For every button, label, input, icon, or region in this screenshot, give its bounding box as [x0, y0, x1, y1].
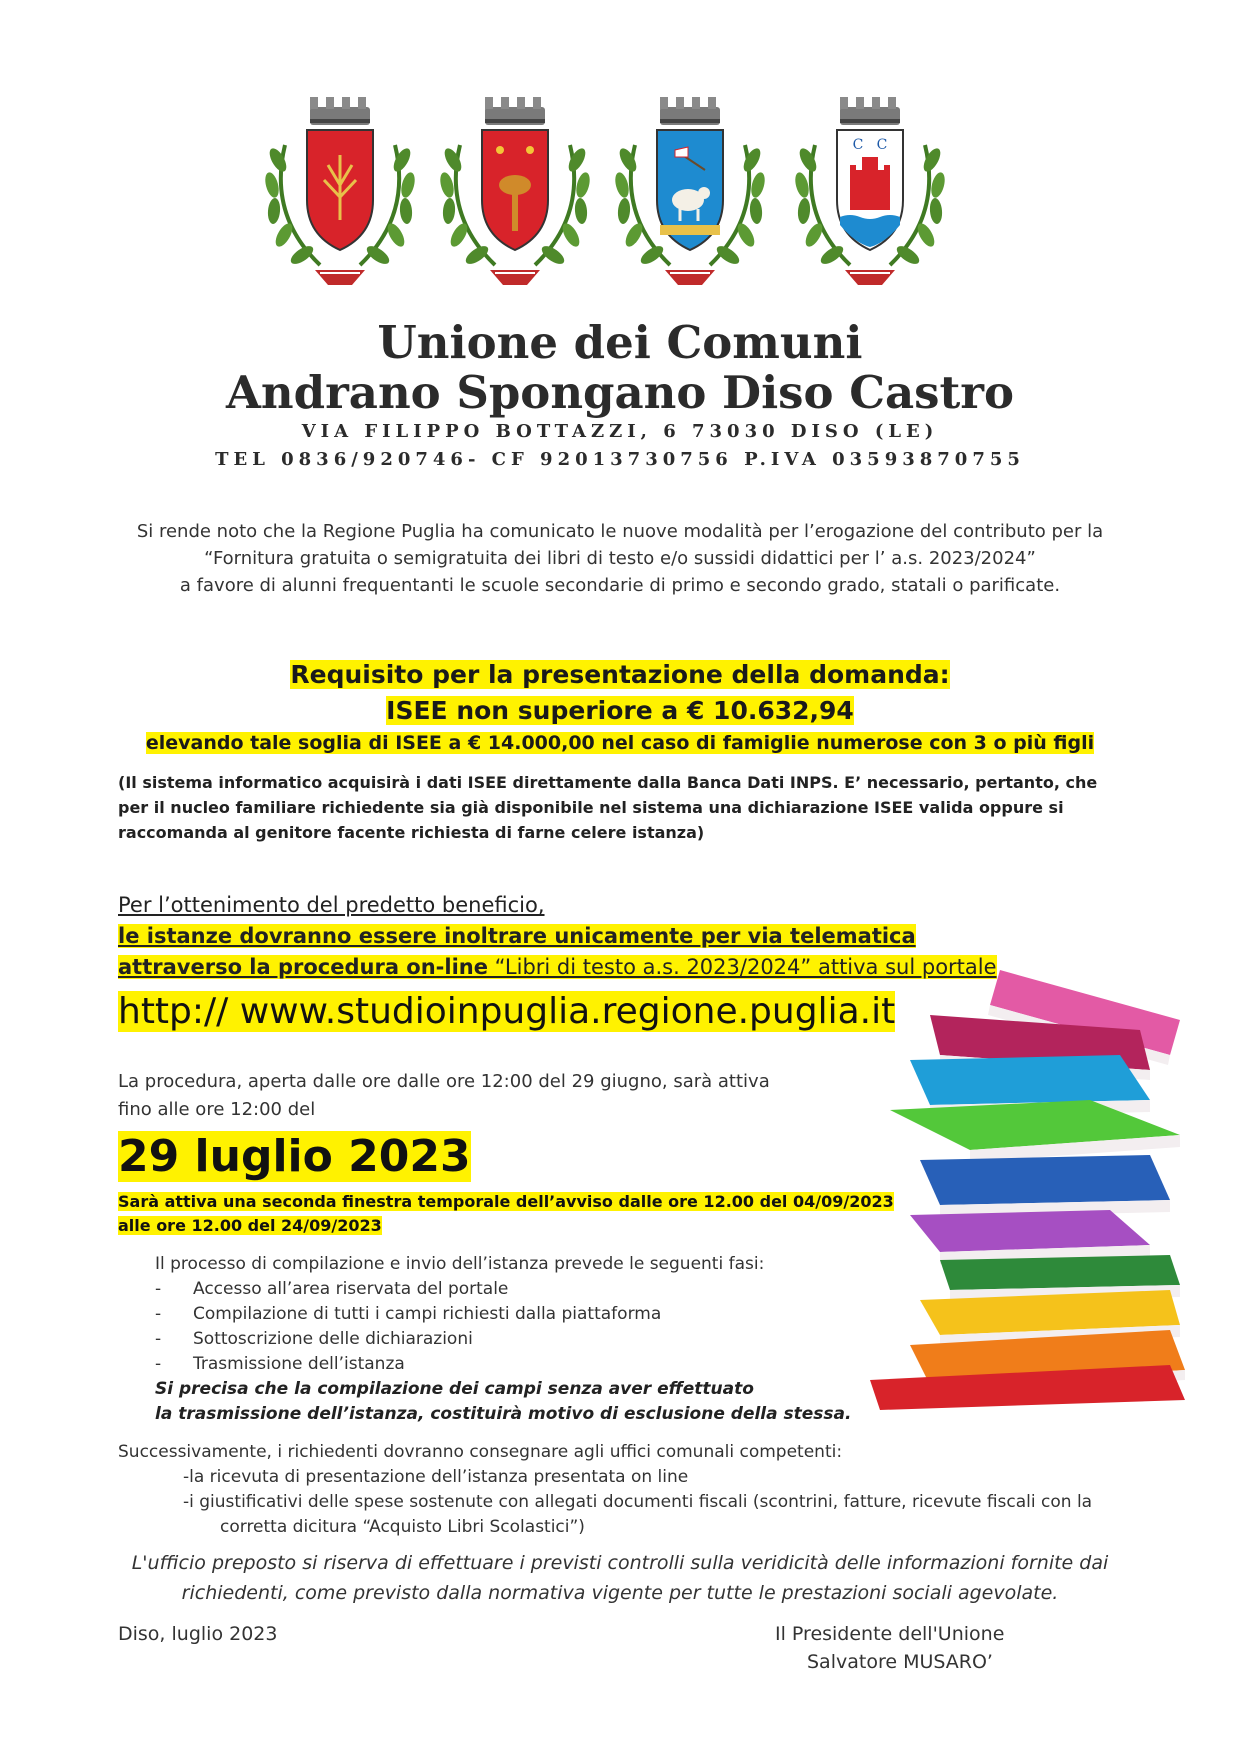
crest-letter-right: C [876, 137, 888, 153]
list-item-continuation: corretta dicitura “Acquisto Libri Scolastici”) [220, 1517, 585, 1537]
requirement-note: (Il sistema informatico acquisirà i dati ISEE direttamente dalla Banca Dati INPS. E’ necessario, pertanto, che per il nucleo familiare richiedente sia già disponibile nel sistema una dichiarazione ISEE valida oppure si raccomanda al genitore facente richiesta di farne celere istanza) [118, 773, 1098, 842]
online-line1: Per l’ottenimento del predetto beneficio, [118, 893, 545, 917]
disclaimer-line: L'ufficio preposto si riserva di effettuare i previsti controlli sulla veridicità delle informazioni fornite dai [131, 1552, 1109, 1574]
delivery-requirements [118, 1440, 1128, 1540]
bullet: - [155, 1329, 162, 1349]
place-date: Diso, luglio 2023 [118, 1623, 278, 1645]
book [920, 1155, 1170, 1217]
union-tel-cf-piva: TEL 0836/920746- CF 92013730756 P.IVA 03593870755 [215, 449, 1025, 470]
list-item-text: Trasmissione dell’istanza [193, 1354, 405, 1374]
deadline-date: 29 luglio 2023 [118, 1131, 471, 1182]
online-line3-bold: attraverso la procedura on-line [118, 955, 488, 979]
bullet: - [155, 1304, 162, 1324]
phases-intro: Il processo di compilazione e invio dell’istanza prevede le seguenti fasi: [155, 1254, 765, 1274]
phases-warning: Si precisa che la compilazione dei campi senza aver effettuato [155, 1379, 754, 1399]
portal-url[interactable]: http:// www.studioinpuglia.regione.puglia.it [118, 991, 896, 1032]
requirement-block [110, 657, 1130, 757]
intro-paragraph [110, 518, 1130, 599]
requirement-heading: Requisito per la presentazione della domanda: [290, 660, 950, 689]
municipal-crests [260, 95, 960, 320]
list-item-text: Accesso all’area riservata del portale [193, 1279, 509, 1299]
list-item [155, 1352, 855, 1377]
crest-spongano [438, 97, 592, 285]
second-window [118, 1190, 894, 1238]
intro-line: Si rende noto che la Regione Puglia ha comunicato le nuove modalità per l’erogazione del contributo per la [136, 521, 1104, 542]
list-item-text: Compilazione di tutti i campi richiesti dalla piattaforma [193, 1304, 662, 1324]
second-window-line: Sarà attiva una seconda finestra temporale dell’avviso dalle ore 12.00 del 04/09/2023 [118, 1192, 894, 1211]
phases-list [155, 1252, 855, 1427]
signature-name: Salvatore MUSARO’ [807, 1651, 993, 1673]
bullet: - [155, 1354, 162, 1374]
procedure-line: fino alle ore 12:00 del [118, 1099, 316, 1120]
second-window-line: alle ore 12.00 del 24/09/2023 [118, 1216, 382, 1235]
office-disclaimer [110, 1548, 1130, 1608]
list-item [155, 1302, 855, 1327]
signature-title: Il Presidente dell'Unione [775, 1623, 1005, 1645]
requirement-isee: ISEE non superiore a € 10.632,94 [386, 696, 854, 725]
union-title [0, 318, 1240, 418]
union-title-line1: Unione dei Comuni [377, 316, 863, 369]
union-address: VIA FILIPPO BOTTAZZI, 6 73030 DISO (LE) [301, 421, 939, 442]
union-contacts [0, 418, 1240, 474]
online-line2: le istanze dovranno essere inoltrare unicamente per via telematica [118, 924, 916, 948]
signature-block [775, 1620, 1004, 1676]
bullet: - [155, 1279, 162, 1299]
union-title-line2: Andrano Spongano Diso Castro [225, 366, 1015, 419]
list-item: -la ricevuta di presentazione dell’istanza presentata on line [183, 1467, 689, 1487]
books-stack-illustration [850, 960, 1190, 1410]
disclaimer-line: richiedenti, come previsto dalla normativa vigente per tutte le prestazioni sociali agevolate. [181, 1582, 1059, 1604]
phases-warning: la trasmissione dell’istanza, costituirà motivo di esclusione della stessa. [155, 1404, 852, 1424]
crest-andrano [263, 97, 417, 285]
list-item [155, 1327, 855, 1352]
procedure-dates [118, 1068, 818, 1124]
crest-diso [613, 97, 767, 285]
list-item [155, 1277, 855, 1302]
book [910, 1210, 1150, 1264]
crest-letter-left: C [852, 137, 864, 153]
delivery-intro: Successivamente, i richiedenti dovranno consegnare agli uffici comunali competenti: [118, 1442, 843, 1462]
intro-line: “Fornitura gratuita o semigratuita dei libri di testo e/o sussidi didattici per l’ a.s. 2023/2024” [204, 548, 1036, 569]
list-item: -i giustificativi delle spese sostenute con allegati documenti fiscali (scontrini, fatture, ricevute fiscali con la [183, 1492, 1093, 1512]
intro-line: a favore di alunni frequentanti le scuole secondarie di primo e secondo grado, statali o parificate. [179, 575, 1061, 596]
list-item-text: Sottoscrizione delle dichiarazioni [193, 1329, 473, 1349]
procedure-line: La procedura, aperta dalle ore dalle ore 12:00 del 29 giugno, sarà attiva [118, 1071, 770, 1092]
requirement-extra: elevando tale soglia di ISEE a € 14.000,00 nel caso di famiglie numerose con 3 o più figli [145, 732, 1095, 754]
crest-castro [793, 97, 947, 285]
online-line3-rest: “Libri di testo a.s. 2023/2024” attiva sul portale [488, 955, 997, 979]
